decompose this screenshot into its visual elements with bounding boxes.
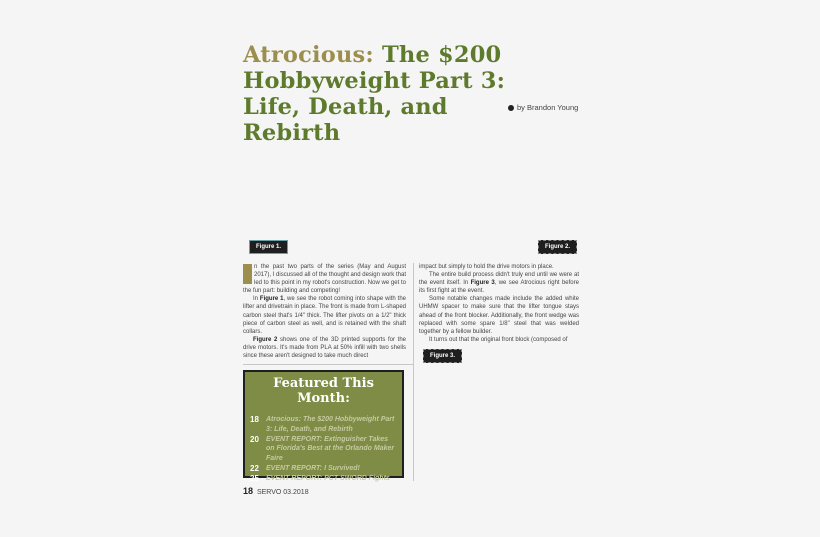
featured-item[interactable] bbox=[250, 474, 397, 484]
figure-ref: Figure 1 bbox=[259, 296, 284, 303]
featured-item[interactable] bbox=[250, 415, 397, 434]
paragraph bbox=[419, 271, 579, 295]
featured-item[interactable] bbox=[250, 435, 397, 464]
featured-item-title: Atrocious: The $200 Hobbyweight Part 3: Life, Death, and Rebirth bbox=[266, 416, 395, 433]
page-footer bbox=[243, 486, 309, 496]
drop-cap bbox=[243, 264, 252, 284]
title-lead: Atrocious: bbox=[243, 42, 374, 68]
paragraph bbox=[243, 263, 406, 295]
paragraph bbox=[243, 295, 406, 335]
page-number: 22 bbox=[250, 463, 259, 473]
figure-3-label: Figure 3. bbox=[423, 349, 462, 363]
figure-ref: Figure 2 bbox=[253, 336, 278, 343]
featured-heading: Featured This Month: bbox=[273, 376, 374, 406]
footer-issue: SERVO 03.2018 bbox=[256, 489, 309, 496]
paragraph: Some notable changes made include the added white UHMW spacer to make sure that the lifter tongue stays ahead of the front blocker. Additionally, the front wedge was replaced with some spare 1/8" steel that was welded together by a fellow builder. bbox=[419, 296, 579, 335]
figure-2-label: Figure 2. bbox=[538, 240, 577, 254]
paragraph-text: n the past two parts of the series (May and August 2017), I discussed all of the thought and design work that led to this point in my robot's construction. Now we get to the fun part: building and competing! bbox=[243, 264, 406, 295]
paragraph: impact but simply to hold the drive motors in place. bbox=[419, 264, 554, 270]
title-rest: The $200 Hobbyweight Part 3: Life, Death, and Rebirth bbox=[243, 42, 506, 146]
byline bbox=[508, 103, 578, 112]
text-run: The entire build process didn't truly end until we were at the event itself. In bbox=[419, 272, 579, 287]
section-divider bbox=[243, 364, 413, 365]
paragraph: It turns out that the original front block (composed of bbox=[429, 336, 568, 343]
featured-box bbox=[243, 370, 404, 483]
text-run: , we see the robot coming into shape with the lifter and drivetrain in place. The front is made from L-shaped carbon steel that's 1/4" thick. The lifter pivots on a 1/2" thick piece of carbon steel as well, and is retained with the shaft collars. bbox=[243, 296, 406, 335]
body-column-2 bbox=[419, 263, 579, 344]
text-run: In bbox=[253, 296, 260, 303]
column-divider bbox=[413, 263, 414, 481]
featured-item-title: EVENT REPORT: Extinguisher Takes on Florida's Best at the Orlando Maker Faire bbox=[266, 435, 395, 462]
featured-item-title: EVENT REPORT: I Survived! bbox=[266, 464, 360, 472]
footer-page-number: 18 bbox=[243, 486, 254, 496]
page-number: 18 bbox=[250, 415, 259, 424]
figure-ref: Figure 3 bbox=[470, 280, 495, 287]
paragraph bbox=[243, 336, 406, 360]
featured-item[interactable] bbox=[250, 464, 397, 474]
body-column-1 bbox=[243, 263, 406, 360]
article-title bbox=[243, 42, 543, 146]
page-number: 25 bbox=[250, 473, 259, 483]
text-run: shows one of the 3D printed supports for the drive motors. It's made from PLA at 50% infill with two shells since these aren't designed to take much direct bbox=[243, 336, 406, 360]
byline-text: by Brandon Young bbox=[517, 103, 579, 112]
text-run: , we see Atrocious right before its first fight at the event. bbox=[419, 280, 579, 295]
featured-item-title: EVENT REPORT: PCT SWORD Fights bbox=[266, 474, 390, 482]
bullet-icon bbox=[508, 105, 514, 111]
page-number: 20 bbox=[250, 434, 259, 444]
figure-1-label: Figure 1. bbox=[249, 240, 288, 254]
